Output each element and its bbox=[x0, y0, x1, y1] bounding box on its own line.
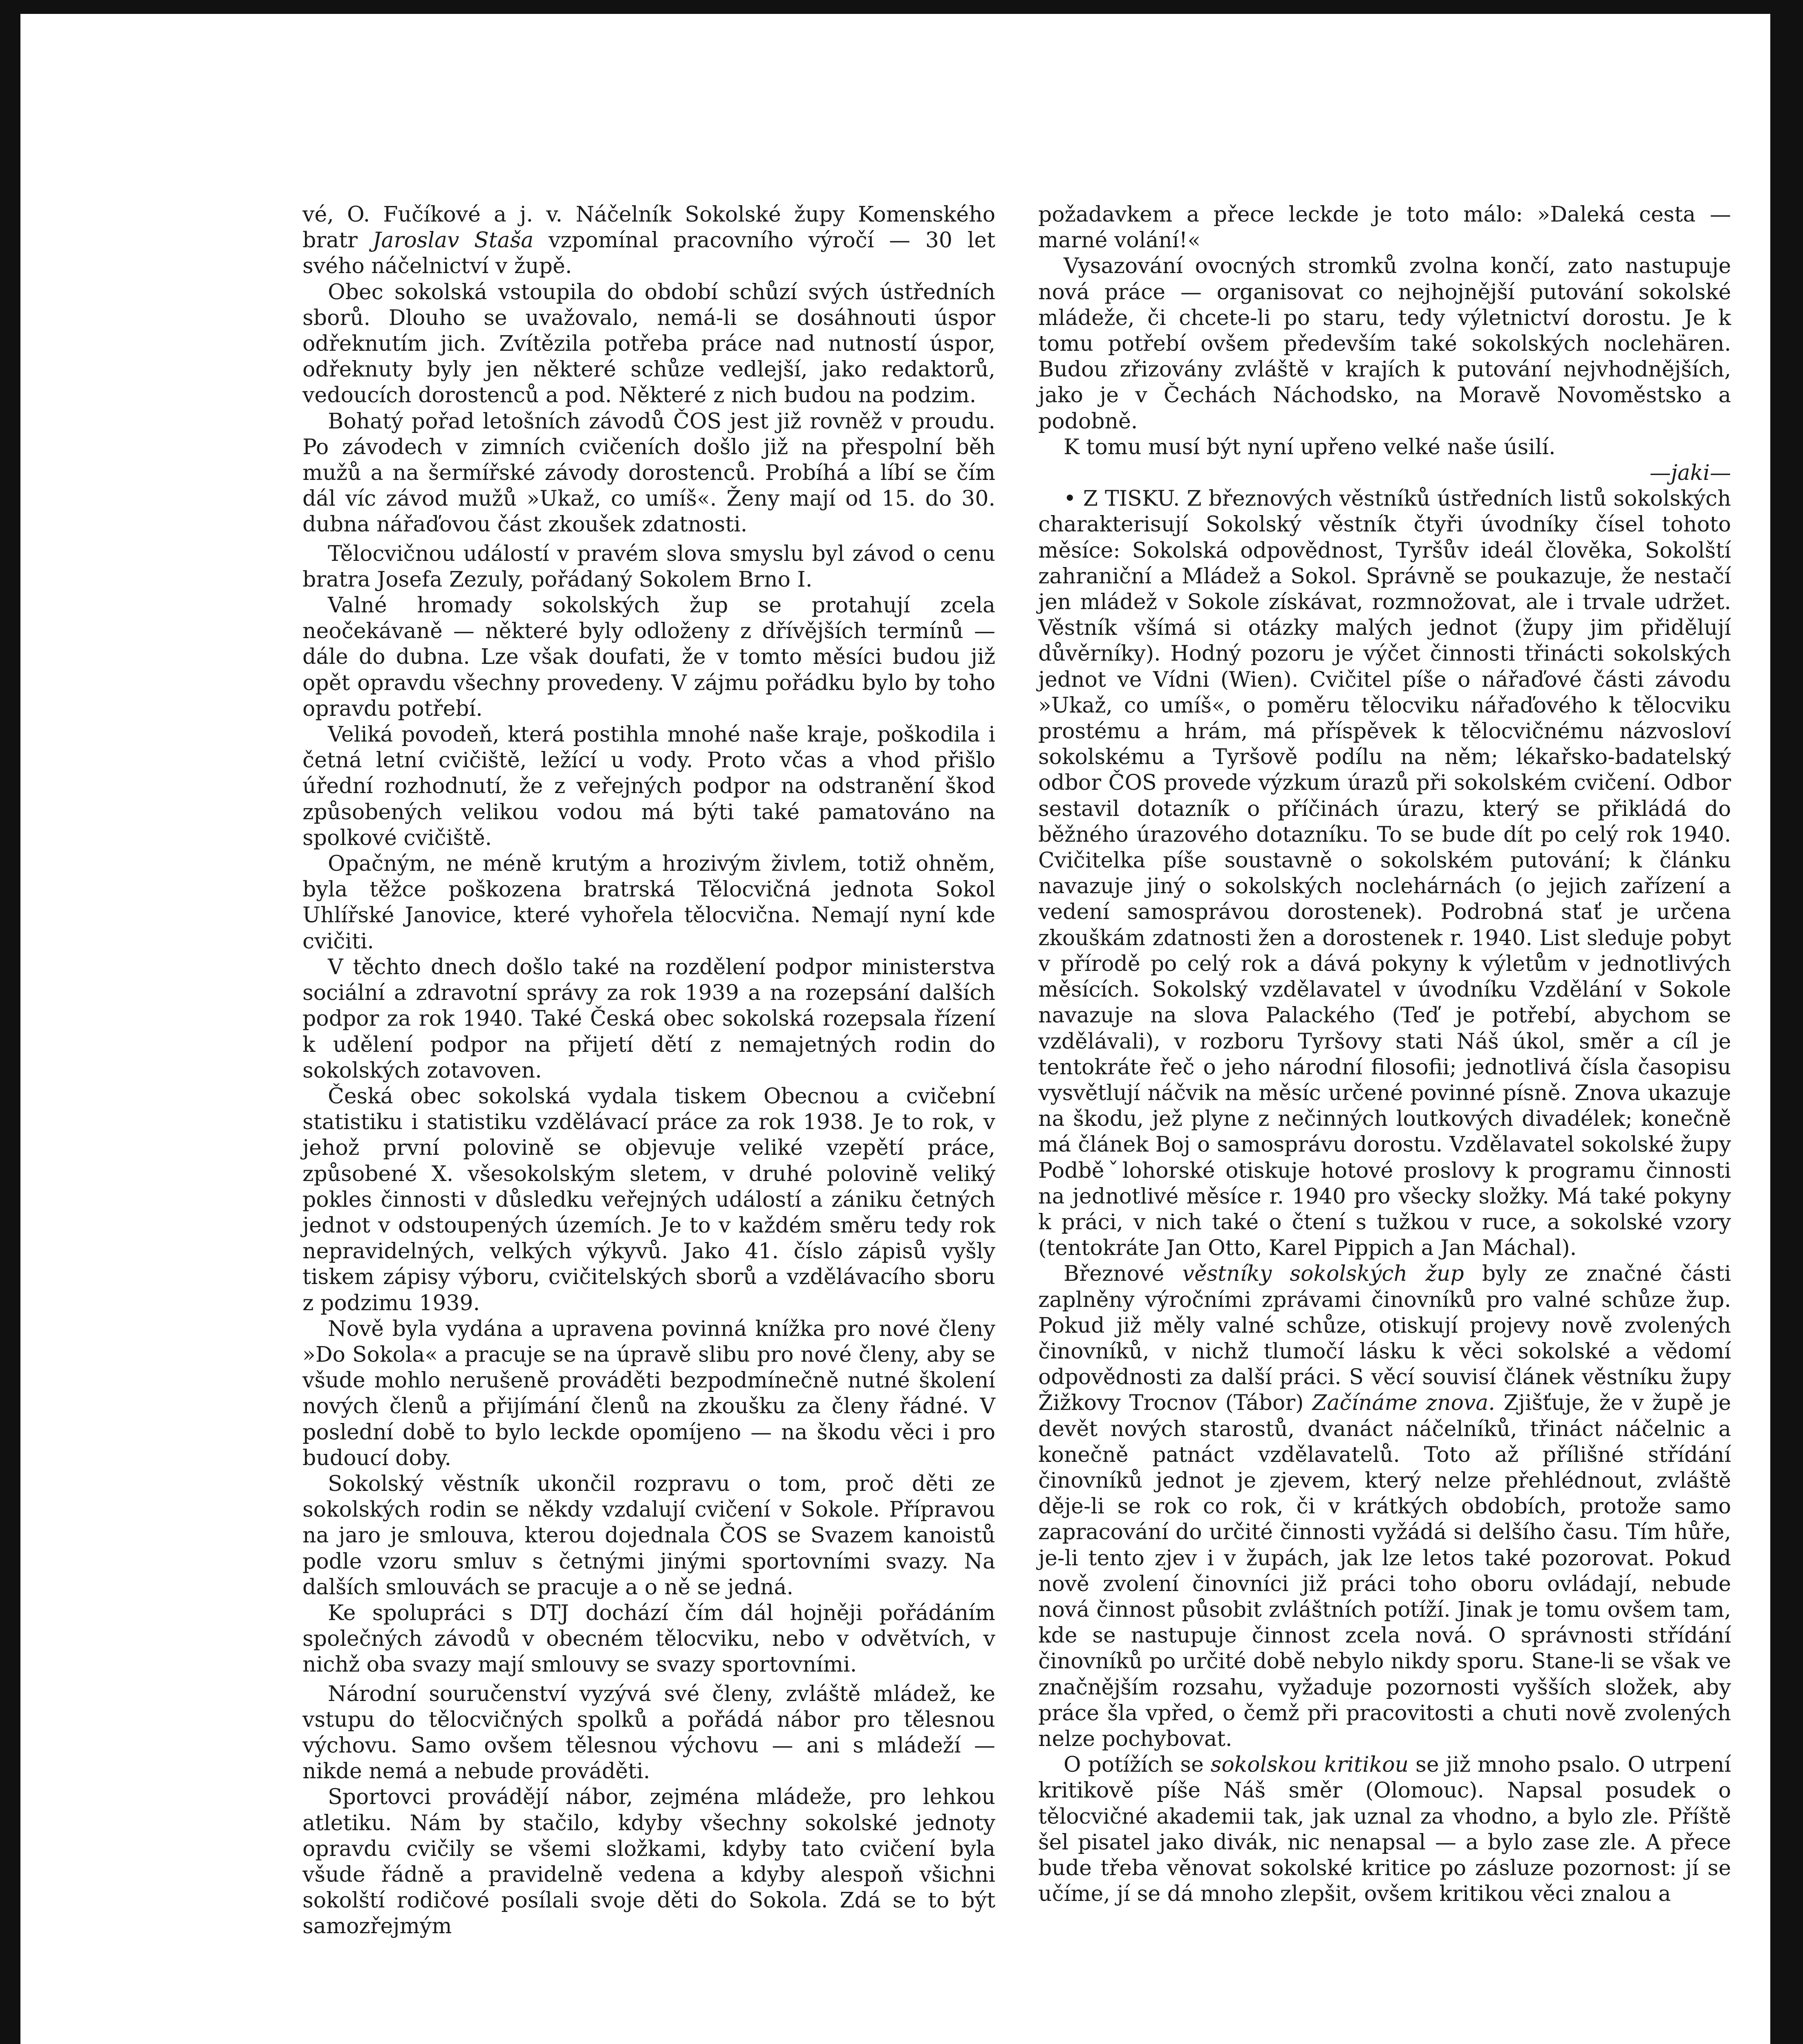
document-page bbox=[20, 14, 1770, 2044]
author-signature bbox=[1038, 460, 1731, 486]
text-run: Bohatý pořad letošních závodů ČOS jest již rovněž v proudu. Po závodech v zimních cvičeních došlo již na přespolní běh mužů a na šermířské závody dorostenců. Probíhá a líbí se čím dál víc závod mužů »Ukaž, co umíš«. Ženy mají od 15. do 30. dubna nářaďovou část zkoušek zdatnosti. bbox=[302, 409, 995, 537]
paragraph bbox=[1038, 486, 1731, 1261]
text-run: vzpomínal pracovního výročí — 30 let svého náčelnictví v župě. bbox=[302, 228, 995, 279]
emphasized-text: Začínáme znova. bbox=[1312, 1391, 1495, 1416]
text-run: Opačným, ne méně krutým a hrozivým živlem, totiž ohněm, byla těžce poškozena bratrská Tělocvičná jednota Sokol Uhlířské Janovice, které vyhořela tělocvična. Nemají nyní kde cvičiti. bbox=[302, 852, 995, 954]
paragraph bbox=[302, 593, 995, 722]
paragraph bbox=[302, 1681, 995, 1785]
paragraph bbox=[1038, 1752, 1731, 1907]
text-run: požadavkem a přece leckde je toto málo: »Daleká cesta — marné volání!« bbox=[1038, 202, 1731, 253]
text-run: Valné hromady sokolských žup se protahují zcela neočekávaně — některé byly odloženy z dřívějších termínů — dále do dubna. Lze však doufati, že v tomto měsíci budou již opět opravdu všechny provedeny. V zájmu pořádku bylo by toho opravdu potřebí. bbox=[302, 593, 995, 721]
text-run: —jaki— bbox=[1649, 461, 1731, 486]
text-run: Tělocvičnou událostí v pravém slova smyslu byl závod o cenu bratra Josefa Zezuly, pořádaný Sokolem Brno I. bbox=[302, 541, 995, 592]
paragraph bbox=[1038, 253, 1731, 434]
paragraph bbox=[302, 541, 995, 593]
text-run: V těchto dnech došlo také na rozdělení podpor ministerstva sociální a zdravotní správy za rok 1939 a na rozepsání dalších podpor za rok 1940. Také Česká obec sokolská rozepsala řízení k udělení podpor na přijetí dětí z nemajetných rodin do sokolských zotavoven. bbox=[302, 955, 995, 1083]
text-run: Březnové bbox=[1064, 1262, 1183, 1286]
text-run: vé, O. Fučíkové a j. v. Náčelník Sokolské župy Komenského bratr bbox=[302, 202, 995, 253]
paragraph bbox=[302, 955, 995, 1084]
paragraph bbox=[302, 1784, 995, 1939]
paragraph bbox=[302, 1084, 995, 1316]
paragraph bbox=[302, 851, 995, 955]
text-run: Ke spolupráci s DTJ dochází čím dál hojněji pořádáním společných závodů v obecném tělocviku, nebo v odvětvích, v nichž oba svazy mají smlouvy se svazy sportovními. bbox=[302, 1600, 995, 1677]
paragraph bbox=[302, 202, 995, 280]
text-run: K tomu musí být nyní upřeno velké naše úsilí. bbox=[1064, 435, 1556, 459]
paragraph bbox=[302, 1316, 995, 1471]
text-run: Národní souručenství vyzývá své členy, zvláště mládež, ke vstupu do tělocvičných spolků a pořádá nábor pro tělesnou výchovu. Samo ovšem tělesnou výchovu — ani s mládeží — nikde nemá a nebude prováděti. bbox=[302, 1681, 995, 1784]
text-run: byly ze značné části zaplněny výročními zprávami činovníků pro valné schůze žup. Pokud již měly valné schůze, otiskují projevy nově zvolených činovníků, v nichž tlumočí lásku k věci sokolské a vědomí odpovědnosti za další práci. S věcí souvisí článek věstníku župy Žižkovy Trocnov (Tábor) bbox=[1038, 1262, 1731, 1416]
emphasized-text: Jaroslav Staša bbox=[372, 228, 534, 253]
text-run: O potížích se bbox=[1064, 1753, 1211, 1777]
text-run: Česká obec sokolská vydala tiskem Obecnou a cvičební statistiku i statistiku vzdělávací práce za rok 1938. Je to rok, v jehož první polovině se objevuje veliké vzepětí práce, způsobené X. všesokolským sletem, v druhé polovině veliký pokles činnosti v důsledku veřejných událostí a zániku četných jednot v odstoupených územích. Je to v každém směru tedy rok nepravidelných, velkých výkyvů. Jako 41. číslo zápisů vyšly tiskem zápisy výboru, cvičitelských sborů a vzdělávacího sboru z podzimu 1939. bbox=[302, 1084, 995, 1316]
emphasized-text: věstníky sokolských žup bbox=[1182, 1262, 1464, 1286]
paragraph bbox=[1038, 1261, 1731, 1752]
text-run: Obec sokolská vstoupila do období schůzí svých ústředních sborů. Dlouho se uvažovalo, nemá-li se dosáhnouti úspor odřeknutím jich. Zvítězila potřeba práce nad nutností úspor, odřeknuty byly jen některé schůze vedlejší, jako redaktorů, vedoucích dorostenců a pod. Některé z nich budou na podzim. bbox=[302, 280, 995, 408]
text-run: Sokolský věstník ukončil rozpravu o tom, proč děti ze sokolských rodin se někdy vzdalují cvičení v Sokole. Přípravou na jaro je smlouva, kterou dojednala ČOS se Svazem kanoistů podle vzoru smluv s četnými jinými sportovními svazy. Na dalších smlouvách se pracuje a o ně se jedná. bbox=[302, 1471, 995, 1600]
text-run: Vysazování ovocných stromků zvolna končí, zato nastupuje nová práce — organisovat co nejhojnější putování sokolské mládeže, či chcete-li po staru, tedy výletnictví dorostu. Je k tomu potřebí ovšem především také sokolských noclehären. Budou zřizovány zvláště v krajích k putování nejvhodnějších, jako je v Čechách Náchodsko, na Moravě Novoměstsko a podobně. bbox=[1038, 254, 1731, 434]
text-run: • Z TISKU. Z březnových věstníků ústředních listů sokolských charakterisují Sokolský věstník čtyři úvodníky čísel tohoto měsíce: Sokolská odpovědnost, Tyršův ideál člověka, Sokolští zahraniční a Mládež a Sokol. Správně se poukazuje, že nestačí jen mládež v Sokole získávat, rozmnožovat, ale i trvale udržet. Věstník všímá si otázky malých jednot (župy jim přidělují důvěrníky). Hodný pozoru je výčet činnosti třinácti sokolských jednot ve Vídni (Wien). Cvičitel píše o nářaďové části závodu »Ukaž, co umíš«, o poměru tělocviku nářaďového k tělocviku prostému a hrám, má příspěvek k tělocvičnému názvosloví sokolskému a Tyršově podílu na něm; lékařsko-badatelský odbor ČOS provede výzkum úrazů při sokolském cvičení. Odbor sestavil dotazník o příčinách úrazu, který se přikládá do běžného úrazového dotazníku. To se bude dít po celý rok 1940. Cvičitelka píše soustavně o sokolském putování; k článku navazuje jiný o sokolských noclehárnách (o jejich zařízení a vedení samosprávou dorostenek). Podrobná stať je určena zkouškám zdatnosti žen a dorostenek r. 1940. List sleduje pobyt v přírodě po celý rok a dává pokyny k výletům v jednotlivých měsících. Sokolský vzdělavatel v úvodníku Vzdělání v Sokole navazuje na slova Palackého (Teď je potřebí, abychom se vzdělávali), v rozboru Tyršovy stati Náš úkol, směr a cíl je tentokráte řeč o jeho národní filosofii; jednotlivá čísla časopisu vysvětlují náčvik na měsíc určené povinné písně. Znova ukazuje na škodu, jež plyne z nečinných loutkových divadélek; konečně má článek Boj o samosprávu dorostu. Vzdělavatel sokolské župy Podběˇlohorské otiskuje hotové proslovy k programu činnosti na jednotlivé měsíce r. 1940 pro všecky složky. Má také pokyny k práci, v nich také o čtení s tužkou v ruce, a sokolské vzory (tentokráte Jan Otto, Karel Pippich a Jan Máchal). bbox=[1038, 486, 1731, 1261]
left-text-column bbox=[302, 202, 995, 1940]
right-text-column bbox=[1038, 202, 1731, 1907]
text-run: Zjišťuje, že v župě je devět nových starostů, dvanáct náčelníků, třináct náčelnic a konečně patnáct vzdělavatelů. Toto až přílišné střídání činovníků jednot je zjevem, který nelze přehlédnout, zvláště děje-li se rok co rok, či v krátkých obdobích, protože samo zapracování do určité činnosti vyžádá si delšího času. Tím hůře, je-li tento zjev i v župách, jak lze letos také pozorovat. Pokud nově zvolení činovníci již práci toho oboru ovládají, nebude nová činnost působit zvláštních potíží. Jinak je tomu ovšem tam, kde se nastupuje činnost zcela nová. O správnosti střídání činovníků po určité době nebylo nikdy sporu. Stane-li se však ve značnějším rozsahu, vyžaduje pozornosti vyšších složek, aby práce šla vpřed, o čemž při pracovitosti a chuti nově zvolených nelze pochybovat. bbox=[1038, 1391, 1731, 1751]
text-run: Sportovci provádějí nábor, zejména mládeže, pro lehkou atletiku. Nám by stačilo, kdyby všechny sokolské jednoty opravdu cvičily se všemi složkami, kdyby tato cvičení byla všude řádně a pravidelně vedena a kdyby alespoň všichni sokolští rodičové posílali svoje děti do Sokola. Zdá se to být samozřejmým bbox=[302, 1785, 995, 1939]
text-run: Nově byla vydána a upravena povinná knížka pro nové členy »Do Sokola« a pracuje se na úpravě slibu pro nové členy, aby se všude mohlo nerušeně prováděti bezpodmínečně nutné školení nových členů a přijímání členů na zkoušku za členy řádné. V poslední době to bylo leckde opomíjeno — na škodu věci i pro budoucí doby. bbox=[302, 1316, 995, 1470]
paragraph bbox=[1038, 435, 1731, 460]
paragraph bbox=[302, 409, 995, 538]
paragraph bbox=[1038, 202, 1731, 253]
paragraph bbox=[302, 280, 995, 409]
paragraph bbox=[302, 1600, 995, 1678]
paragraph bbox=[302, 722, 995, 851]
text-run: se již mnoho psalo. O utrpení kritikově píše Náš směr (Olomouc). Napsal posudek o tělocvičné akademii tak, jak uznal za vhodno, a bylo zle. Příště šel pisatel jako divák, nic nenapsal — a bylo zase zle. A přece bude třeba věnovat sokolské kritice po zásluze pozornost: jí se učíme, jí se dá mnoho zlepšit, ovšem kritikou věci znalou a bbox=[1038, 1753, 1731, 1907]
emphasized-text: sokolskou kritikou bbox=[1210, 1753, 1409, 1777]
paragraph bbox=[302, 1471, 995, 1600]
text-run: Veliká povodeň, která postihla mnohé naše kraje, poškodila i četná letní cvičiště, ležící u vody. Proto včas a vhod přišlo úřední rozhodnutí, že z veřejných podpor na odstranění škod způsobených velikou vodou má býti také pamatováno na spolkové cvičiště. bbox=[302, 722, 995, 850]
